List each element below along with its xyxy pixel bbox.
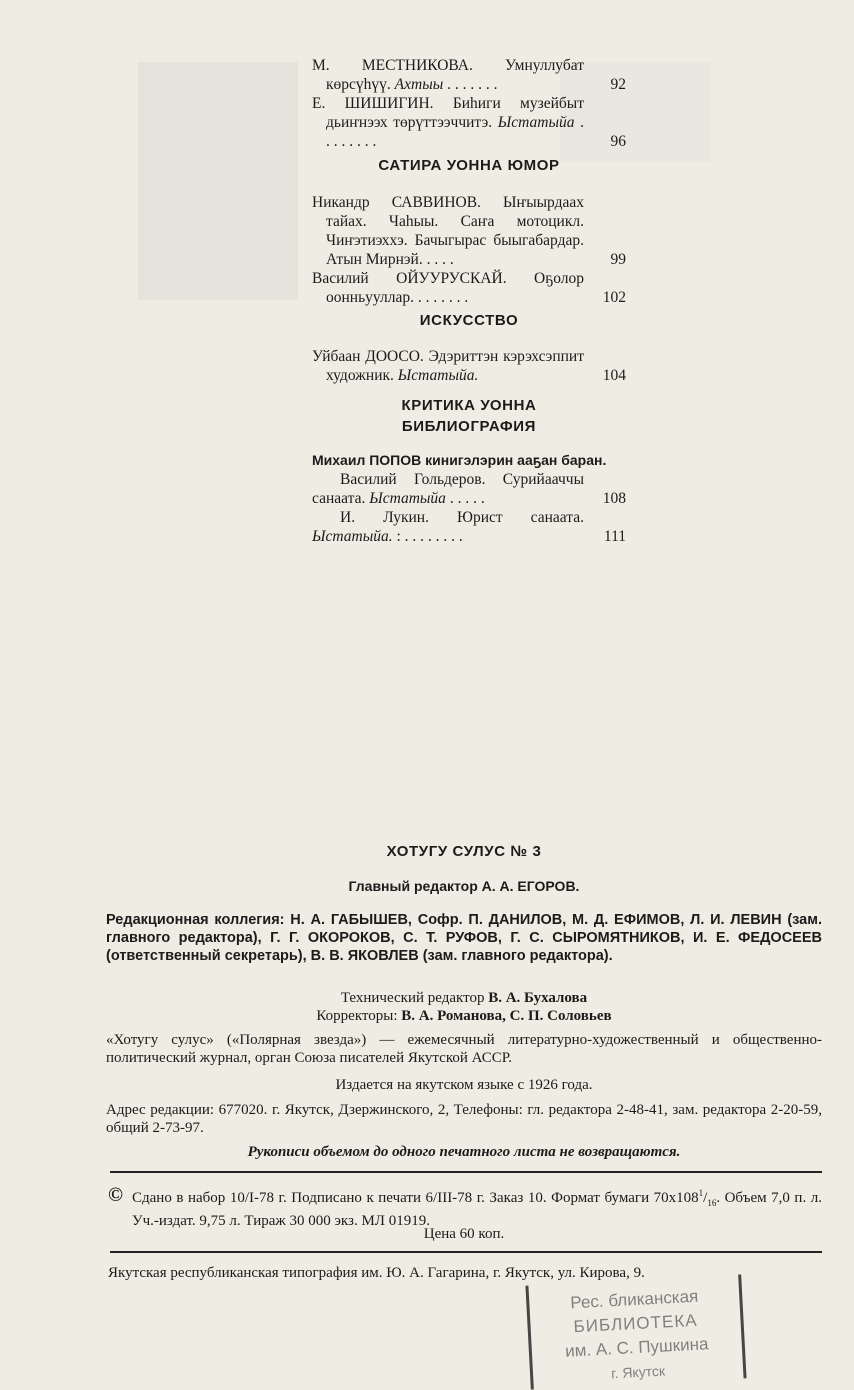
toc-entry: М. МЕСТНИКОВА. Умнуллубат көрсүһүү. Ахтыы . . . . . . . 92 [312, 57, 626, 93]
toc-block-satire [312, 193, 626, 307]
toc-block-critique [312, 451, 626, 546]
toc-entry: Уйбаан ДООСО. Эдэриттэн кэрэхсэппит художник. Ыстатыйа. 104 [312, 348, 626, 384]
printer-info: Якутская республиканская типография им. Ю. А. Гагарина, г. Якутск, ул. Кирова, 9. [108, 1265, 645, 1281]
page-number: 104 [602, 367, 626, 384]
page-number: 108 [602, 490, 626, 507]
chief-editor: Главный редактор А. А. ЕГОРОВ. [348, 878, 580, 894]
page-number: 96 [610, 133, 626, 150]
section-heading: САТИРА УОННА ЮМОР [378, 157, 560, 174]
toc-block-art [312, 347, 626, 385]
editorial-board: Редакционная коллегия: Н. А. ГАБЫШЕВ, Софр. П. ДАНИЛОВ, М. Д. ЕФИМОВ, Л. И. ЛЕВИН (зам. главного редактора), Г. Г. ОКОРОКОВ, С. Т. РУФОВ, Г. С. СЫРОМЯТНИКОВ, И. Е. ФЕДОСЕЕВ (ответственный секретарь), В. В. ЯКОВЛЕВ (зам. главного редактора). [106, 912, 822, 964]
toc-block-top [312, 56, 626, 151]
copyright-icon: © [108, 1184, 123, 1206]
page-number: 102 [602, 289, 626, 306]
journal-description: «Хотугу сулус» («Полярная звезда») — ежемесячный литературно-художественный и общественно-политический журнал, орган Союза писателей Якутской АССР. [106, 1032, 822, 1066]
journal-title: ХОТУГУ СУЛУС № 3 [386, 843, 542, 860]
toc-entry: И. Лукин. Юрист санаата. Ыстатыйа. : . . . . . . . . 111 [312, 509, 626, 545]
toc-entry: Василий Гольдеров. Сурийааччы санаата. Ыстатыйа . . . . . 108 [312, 471, 626, 507]
toc-entry: Никандр САВВИНОВ. Ыҥыырдаах тайах. Чаһыы. Саҥа мотоцикл. Чиҥэтиэххэ. Бачыгырас быыгабардар. Атын Мирнэй. . . . . 99 [312, 194, 626, 268]
section-heading: БИБЛИОГРАФИЯ [401, 418, 537, 435]
published-since: Издается на якутском языке с 1926 года. [335, 1077, 593, 1093]
library-stamp: Рес. бликанская БИБЛИОТЕКА им. А. С. Пушкина г. Якутск [525, 1274, 746, 1389]
price: Цена 60 коп. [423, 1226, 505, 1242]
popov-heading: Михаил ПОПОВ кинигэлэрин ааҕан баран. [312, 452, 607, 468]
editorial-address: Адрес редакции: 677020. г. Якутск, Дзержинского, 2, Телефоны: гл. редактора 2-48-41, зам. редактора 2-20-59, общий 2-73-97. [106, 1102, 822, 1136]
divider [110, 1171, 822, 1173]
tech-editor: Технический редактор В. А. Бухалова [340, 990, 588, 1006]
toc-entry: Василий ОЙУУРУСКАЙ. Оҕолор оонньууллар. . . . . . . . 102 [312, 270, 626, 306]
section-heading: КРИТИКА УОННА [401, 397, 537, 414]
page-number: 111 [603, 528, 626, 545]
show-through-shadow [138, 62, 298, 300]
section-heading: ИСКУССТВО [419, 312, 519, 329]
print-info: Сдано в набор 10/I-78 г. Подписано к печати 6/III-78 г. Заказ 10. Формат бумаги $70x108^1/_{16}$. Объем 7,0 п. л. Уч.-издат. 9,75 л. Тираж 30 000 экз. МЛ 01919. [132, 1188, 822, 1229]
page-number: 99 [610, 251, 626, 268]
divider [110, 1251, 822, 1253]
manuscripts-note: Рукописи объемом до одного печатного листа не возвращаются. [247, 1144, 681, 1160]
correctors: Корректоры: В. А. Романова, С. П. Соловьев [316, 1008, 612, 1024]
toc-entry: Е. ШИШИГИН. Биһиги музейбыт дьиҥнээх төрүттээччитэ. Ыстатыйа . . . . . . . . 96 [312, 95, 626, 150]
page-number: 92 [610, 76, 626, 93]
